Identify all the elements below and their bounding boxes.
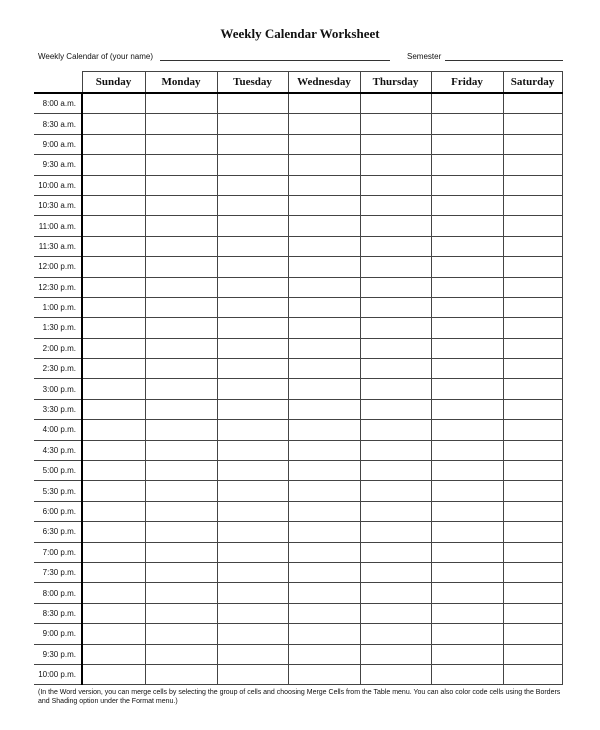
calendar-cell[interactable]: [360, 542, 431, 562]
calendar-cell[interactable]: [431, 644, 503, 664]
calendar-cell[interactable]: [360, 257, 431, 277]
time-label: 8:00 p.m.: [34, 583, 82, 603]
time-row: [34, 175, 562, 195]
calendar-body: [34, 93, 562, 685]
calendar-cell[interactable]: [431, 338, 503, 358]
calendar-cell[interactable]: [82, 583, 145, 603]
calendar-cell[interactable]: [82, 603, 145, 623]
calendar-cell[interactable]: [503, 359, 562, 379]
time-row: [34, 318, 562, 338]
calendar-cell[interactable]: [82, 297, 145, 317]
calendar-cell[interactable]: [82, 501, 145, 521]
calendar-cell[interactable]: [503, 481, 562, 501]
calendar-cell[interactable]: [431, 318, 503, 338]
calendar-cell[interactable]: [145, 297, 217, 317]
calendar-cell[interactable]: [217, 399, 288, 419]
calendar-cell[interactable]: [217, 155, 288, 175]
calendar-cell[interactable]: [360, 664, 431, 684]
calendar-cell[interactable]: [145, 257, 217, 277]
calendar-cell[interactable]: [288, 216, 360, 236]
calendar-cell[interactable]: [431, 501, 503, 521]
calendar-cell[interactable]: [360, 501, 431, 521]
corner-cell: [34, 72, 82, 94]
calendar-cell[interactable]: [503, 501, 562, 521]
time-row: [34, 501, 562, 521]
calendar-cell[interactable]: [288, 420, 360, 440]
calendar-cell[interactable]: [431, 93, 503, 114]
calendar-cell[interactable]: [360, 155, 431, 175]
calendar-cell[interactable]: [145, 114, 217, 134]
calendar-cell[interactable]: [145, 195, 217, 215]
calendar-cell[interactable]: [360, 318, 431, 338]
calendar-cell[interactable]: [288, 522, 360, 542]
calendar-cell[interactable]: [217, 359, 288, 379]
calendar-cell[interactable]: [217, 562, 288, 582]
time-label: 9:30 a.m.: [34, 155, 82, 175]
time-row: [34, 236, 562, 256]
time-row: [34, 461, 562, 481]
calendar-cell[interactable]: [288, 624, 360, 644]
calendar-cell[interactable]: [217, 175, 288, 195]
calendar-cell[interactable]: [82, 624, 145, 644]
calendar-cell[interactable]: [360, 134, 431, 154]
time-label: 11:00 a.m.: [34, 216, 82, 236]
calendar-cell[interactable]: [145, 175, 217, 195]
calendar-cell[interactable]: [217, 277, 288, 297]
calendar-cell[interactable]: [360, 624, 431, 644]
calendar-cell[interactable]: [82, 399, 145, 419]
calendar-cell[interactable]: [431, 257, 503, 277]
calendar-cell[interactable]: [145, 379, 217, 399]
name-label: Weekly Calendar of (your name): [38, 52, 154, 61]
calendar-cell[interactable]: [288, 501, 360, 521]
calendar-cell[interactable]: [360, 522, 431, 542]
weekly-calendar-table: [34, 71, 563, 685]
calendar-cell[interactable]: [288, 93, 360, 114]
time-label: 8:30 a.m.: [34, 114, 82, 134]
semester-blank-line[interactable]: [445, 60, 563, 61]
time-row: [34, 420, 562, 440]
calendar-cell[interactable]: [82, 277, 145, 297]
calendar-cell[interactable]: [217, 236, 288, 256]
time-label: 5:30 p.m.: [34, 481, 82, 501]
calendar-cell[interactable]: [503, 175, 562, 195]
calendar-cell[interactable]: [431, 236, 503, 256]
calendar-cell[interactable]: [145, 644, 217, 664]
time-label: 1:00 p.m.: [34, 297, 82, 317]
calendar-cell[interactable]: [360, 420, 431, 440]
calendar-cell[interactable]: [503, 664, 562, 684]
calendar-cell[interactable]: [360, 562, 431, 582]
calendar-cell[interactable]: [82, 257, 145, 277]
calendar-cell[interactable]: [145, 236, 217, 256]
time-row: [34, 195, 562, 215]
time-row: [34, 481, 562, 501]
calendar-cell[interactable]: [431, 420, 503, 440]
calendar-cell[interactable]: [145, 216, 217, 236]
calendar-cell[interactable]: [82, 522, 145, 542]
calendar-cell[interactable]: [360, 583, 431, 603]
semester-label: Semester: [407, 52, 442, 61]
calendar-cell[interactable]: [431, 542, 503, 562]
calendar-cell[interactable]: [217, 624, 288, 644]
calendar-cell[interactable]: [360, 216, 431, 236]
time-label: 8:00 a.m.: [34, 93, 82, 114]
time-label: 10:30 a.m.: [34, 195, 82, 215]
calendar-cell[interactable]: [217, 134, 288, 154]
calendar-cell[interactable]: [288, 399, 360, 419]
calendar-cell[interactable]: [503, 379, 562, 399]
time-label: 8:30 p.m.: [34, 603, 82, 623]
day-header-saturday: Saturday: [503, 72, 562, 94]
calendar-cell[interactable]: [145, 562, 217, 582]
calendar-cell[interactable]: [82, 440, 145, 460]
calendar-cell[interactable]: [431, 359, 503, 379]
time-row: [34, 440, 562, 460]
time-row: [34, 297, 562, 317]
calendar-cell[interactable]: [145, 501, 217, 521]
calendar-cell[interactable]: [288, 175, 360, 195]
time-row: [34, 93, 562, 114]
calendar-cell[interactable]: [82, 216, 145, 236]
calendar-cell[interactable]: [360, 236, 431, 256]
calendar-cell[interactable]: [217, 114, 288, 134]
calendar-cell[interactable]: [82, 562, 145, 582]
calendar-cell[interactable]: [360, 440, 431, 460]
time-label: 10:00 a.m.: [34, 175, 82, 195]
calendar-cell[interactable]: [217, 93, 288, 114]
calendar-cell[interactable]: [217, 461, 288, 481]
calendar-cell[interactable]: [217, 297, 288, 317]
calendar-cell[interactable]: [145, 522, 217, 542]
calendar-cell[interactable]: [288, 297, 360, 317]
calendar-cell[interactable]: [431, 216, 503, 236]
calendar-cell[interactable]: [288, 542, 360, 562]
calendar-cell[interactable]: [288, 134, 360, 154]
calendar-cell[interactable]: [145, 277, 217, 297]
calendar-cell[interactable]: [217, 644, 288, 664]
calendar-cell[interactable]: [217, 522, 288, 542]
calendar-cell[interactable]: [431, 562, 503, 582]
time-label: 12:00 p.m.: [34, 257, 82, 277]
time-label: 2:00 p.m.: [34, 338, 82, 358]
calendar-cell[interactable]: [431, 195, 503, 215]
calendar-cell[interactable]: [82, 338, 145, 358]
calendar-cell[interactable]: [145, 664, 217, 684]
calendar-cell[interactable]: [217, 603, 288, 623]
calendar-cell[interactable]: [288, 195, 360, 215]
time-label: 1:30 p.m.: [34, 318, 82, 338]
calendar-cell[interactable]: [503, 461, 562, 481]
footnote: (In the Word version, you can merge cells by selecting the group of cells and choosing Merge Cells from the Table menu. You can also color code cells using the Borders and Shading option under the Format menu.): [38, 689, 561, 705]
calendar-cell[interactable]: [145, 461, 217, 481]
calendar-cell[interactable]: [82, 420, 145, 440]
time-row: [34, 583, 562, 603]
calendar-cell[interactable]: [82, 318, 145, 338]
calendar-cell[interactable]: [288, 562, 360, 582]
calendar-cell[interactable]: [431, 277, 503, 297]
calendar-cell[interactable]: [82, 195, 145, 215]
time-row: [34, 522, 562, 542]
calendar-cell[interactable]: [503, 195, 562, 215]
calendar-cell[interactable]: [145, 542, 217, 562]
calendar-cell[interactable]: [217, 440, 288, 460]
time-label: 9:30 p.m.: [34, 644, 82, 664]
calendar-cell[interactable]: [82, 93, 145, 114]
time-label: 4:30 p.m.: [34, 440, 82, 460]
calendar-cell[interactable]: [503, 216, 562, 236]
calendar-cell[interactable]: [503, 155, 562, 175]
day-header-wednesday: Wednesday: [288, 72, 360, 94]
calendar-cell[interactable]: [503, 114, 562, 134]
time-label: 12:30 p.m.: [34, 277, 82, 297]
time-label: 3:30 p.m.: [34, 399, 82, 419]
time-row: [34, 664, 562, 684]
calendar-cell[interactable]: [360, 338, 431, 358]
calendar-cell[interactable]: [288, 155, 360, 175]
calendar-cell[interactable]: [503, 583, 562, 603]
time-row: [34, 359, 562, 379]
time-row: [34, 379, 562, 399]
calendar-cell[interactable]: [145, 481, 217, 501]
calendar-cell[interactable]: [288, 359, 360, 379]
calendar-cell[interactable]: [145, 134, 217, 154]
calendar-cell[interactable]: [503, 420, 562, 440]
calendar-cell[interactable]: [503, 297, 562, 317]
calendar-cell[interactable]: [503, 562, 562, 582]
calendar-cell[interactable]: [82, 359, 145, 379]
calendar-cell[interactable]: [82, 155, 145, 175]
calendar-cell[interactable]: [431, 297, 503, 317]
calendar-cell[interactable]: [431, 603, 503, 623]
calendar-cell[interactable]: [82, 236, 145, 256]
calendar-cell[interactable]: [288, 236, 360, 256]
calendar-cell[interactable]: [360, 644, 431, 664]
time-row: [34, 603, 562, 623]
day-header-tuesday: Tuesday: [217, 72, 288, 94]
calendar-cell[interactable]: [360, 481, 431, 501]
calendar-cell[interactable]: [82, 134, 145, 154]
calendar-cell[interactable]: [288, 664, 360, 684]
time-row: [34, 155, 562, 175]
calendar-cell[interactable]: [145, 440, 217, 460]
calendar-cell[interactable]: [82, 664, 145, 684]
calendar-cell[interactable]: [288, 114, 360, 134]
calendar-cell[interactable]: [503, 257, 562, 277]
time-row: [34, 644, 562, 664]
time-label: 9:00 a.m.: [34, 134, 82, 154]
calendar-cell[interactable]: [288, 461, 360, 481]
time-label: 2:30 p.m.: [34, 359, 82, 379]
calendar-cell[interactable]: [145, 624, 217, 644]
calendar-cell[interactable]: [431, 624, 503, 644]
calendar-cell[interactable]: [503, 624, 562, 644]
calendar-cell[interactable]: [145, 338, 217, 358]
time-row: [34, 399, 562, 419]
calendar-cell[interactable]: [503, 644, 562, 664]
calendar-cell[interactable]: [360, 399, 431, 419]
calendar-cell[interactable]: [503, 93, 562, 114]
calendar-cell[interactable]: [217, 481, 288, 501]
calendar-cell[interactable]: [431, 134, 503, 154]
time-row: [34, 542, 562, 562]
calendar-cell[interactable]: [431, 175, 503, 195]
calendar-cell[interactable]: [431, 114, 503, 134]
time-row: [34, 257, 562, 277]
day-header-thursday: Thursday: [360, 72, 431, 94]
page-title: Weekly Calendar Worksheet: [220, 26, 380, 41]
calendar-cell[interactable]: [145, 399, 217, 419]
time-row: [34, 134, 562, 154]
calendar-cell[interactable]: [288, 603, 360, 623]
calendar-cell[interactable]: [145, 318, 217, 338]
calendar-cell[interactable]: [82, 175, 145, 195]
time-row: [34, 562, 562, 582]
calendar-cell[interactable]: [431, 440, 503, 460]
calendar-cell[interactable]: [288, 338, 360, 358]
calendar-cell[interactable]: [82, 481, 145, 501]
time-label: 11:30 a.m.: [34, 236, 82, 256]
time-row: [34, 114, 562, 134]
calendar-cell[interactable]: [82, 114, 145, 134]
calendar-cell[interactable]: [288, 583, 360, 603]
calendar-cell[interactable]: [217, 379, 288, 399]
day-header-sunday: Sunday: [82, 72, 145, 94]
calendar-cell[interactable]: [431, 522, 503, 542]
calendar-cell[interactable]: [503, 236, 562, 256]
calendar-cell[interactable]: [145, 359, 217, 379]
time-label: 5:00 p.m.: [34, 461, 82, 481]
time-row: [34, 338, 562, 358]
time-row: [34, 216, 562, 236]
calendar-cell[interactable]: [217, 257, 288, 277]
calendar-cell[interactable]: [431, 155, 503, 175]
calendar-cell[interactable]: [288, 481, 360, 501]
calendar-cell[interactable]: [360, 359, 431, 379]
calendar-cell[interactable]: [503, 603, 562, 623]
time-label: 9:00 p.m.: [34, 624, 82, 644]
day-header-friday: Friday: [431, 72, 503, 94]
time-row: [34, 624, 562, 644]
calendar-cell[interactable]: [503, 338, 562, 358]
calendar-cell[interactable]: [145, 93, 217, 114]
calendar-cell[interactable]: [217, 501, 288, 521]
calendar-cell[interactable]: [503, 277, 562, 297]
calendar-cell[interactable]: [217, 420, 288, 440]
time-label: 4:00 p.m.: [34, 420, 82, 440]
calendar-cell[interactable]: [217, 542, 288, 562]
time-label: 3:00 p.m.: [34, 379, 82, 399]
calendar-cell[interactable]: [217, 216, 288, 236]
calendar-cell[interactable]: [431, 461, 503, 481]
time-row: [34, 277, 562, 297]
calendar-cell[interactable]: [360, 175, 431, 195]
calendar-cell[interactable]: [145, 420, 217, 440]
calendar-cell[interactable]: [360, 297, 431, 317]
calendar-cell[interactable]: [145, 155, 217, 175]
calendar-cell[interactable]: [145, 583, 217, 603]
calendar-cell[interactable]: [288, 318, 360, 338]
calendar-cell[interactable]: [503, 542, 562, 562]
calendar-cell[interactable]: [503, 399, 562, 419]
calendar-cell[interactable]: [360, 114, 431, 134]
calendar-cell[interactable]: [503, 134, 562, 154]
calendar-cell[interactable]: [360, 461, 431, 481]
calendar-cell[interactable]: [82, 542, 145, 562]
calendar-cell[interactable]: [82, 379, 145, 399]
calendar-cell[interactable]: [431, 583, 503, 603]
calendar-cell[interactable]: [217, 195, 288, 215]
calendar-cell[interactable]: [360, 603, 431, 623]
time-label: 7:00 p.m.: [34, 542, 82, 562]
calendar-cell[interactable]: [360, 277, 431, 297]
calendar-cell[interactable]: [217, 664, 288, 684]
calendar-cell[interactable]: [431, 481, 503, 501]
calendar-cell[interactable]: [145, 603, 217, 623]
calendar-cell[interactable]: [431, 379, 503, 399]
calendar-cell[interactable]: [503, 318, 562, 338]
calendar-cell[interactable]: [288, 379, 360, 399]
calendar-cell[interactable]: [431, 664, 503, 684]
day-header-monday: Monday: [145, 72, 217, 94]
calendar-cell[interactable]: [217, 318, 288, 338]
calendar-cell[interactable]: [288, 257, 360, 277]
calendar-cell[interactable]: [82, 461, 145, 481]
calendar-cell[interactable]: [217, 338, 288, 358]
calendar-cell[interactable]: [360, 379, 431, 399]
calendar-cell[interactable]: [360, 93, 431, 114]
calendar-cell[interactable]: [288, 277, 360, 297]
calendar-cell[interactable]: [288, 644, 360, 664]
calendar-cell[interactable]: [503, 522, 562, 542]
time-label: 6:00 p.m.: [34, 501, 82, 521]
time-label: 10:00 p.m.: [34, 664, 82, 684]
header-row: [34, 72, 562, 94]
time-label: 6:30 p.m.: [34, 522, 82, 542]
name-blank-line[interactable]: [160, 60, 390, 61]
calendar-cell[interactable]: [431, 399, 503, 419]
time-label: 7:30 p.m.: [34, 562, 82, 582]
calendar-cell[interactable]: [288, 440, 360, 460]
calendar-cell[interactable]: [217, 583, 288, 603]
calendar-cell[interactable]: [82, 644, 145, 664]
calendar-cell[interactable]: [503, 440, 562, 460]
calendar-cell[interactable]: [360, 195, 431, 215]
